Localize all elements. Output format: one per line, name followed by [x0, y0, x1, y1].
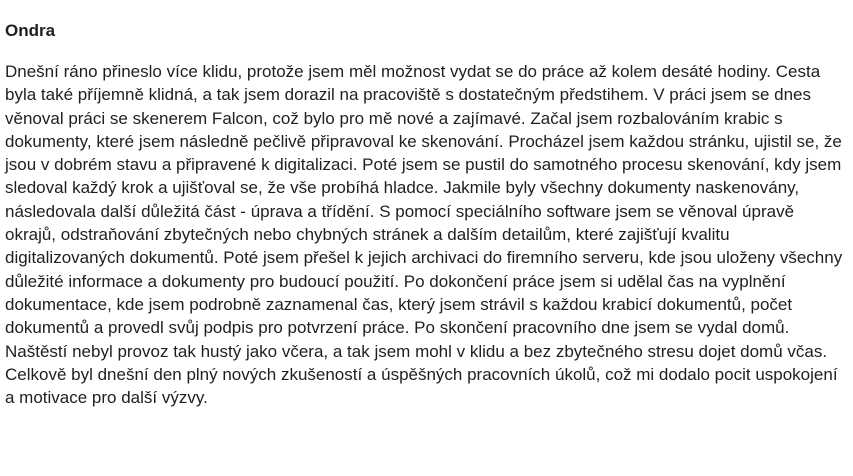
author-name: Ondra: [5, 21, 56, 40]
post-body-text: Dnešní ráno přineslo více klidu, protože jsem měl možnost vydat se do práce až kolem desáté hodiny. Cesta byla také příjemně klidná, a tak jsem dorazil na pracoviště s dostatečným předstihem. V práci jsem se dnes věnoval práci se skenerem Falcon, což bylo pro mě nové a zajímavé. Začal jsem rozbalováním krabic s dokumenty, které jsem následně pečlivě připravoval ke skenování. Procházel jsem každou stránku, ujistil se, že jsou v dobrém stavu a připravené k digitalizaci. Poté jsem se pustil do samotného procesu skenování, kdy jsem sledoval každý krok a ujišťoval se, že vše probíhá hladce. Jakmile byly všechny dokumenty naskenovány, následovala další důležitá část - úprava a třídění. S pomocí speciálního software jsem se věnoval úpravě okrajů, odstraňování zbytečných nebo chybných stránek a dalším detailům, které zajišťují kvalitu digitalizovaných dokumentů. Poté jsem přešel k jejich archivaci do firemního serveru, kde jsou uloženy všechny důležité informace a dokumenty pro budoucí použití. Po dokončení práce jsem si udělal čas na vyplnění dokumentace, kde jsem podrobně zaznamenal čas, který jsem strávil s každou krabicí dokumentů, počet dokumentů a provedl svůj podpis pro potvrzení práce. Po skončení pracovního dne jsem se vydal domů. Naštěstí nebyl provoz tak hustý jako včera, a tak jsem mohl v klidu a bez zbytečného stresu dojet domů včas. Celkově byl dnešní den plný nových zkušeností a úspěšných pracovních úkolů, což mi dodalo pocit uspokojení a motivace pro další výzvy.: [5, 62, 843, 408]
